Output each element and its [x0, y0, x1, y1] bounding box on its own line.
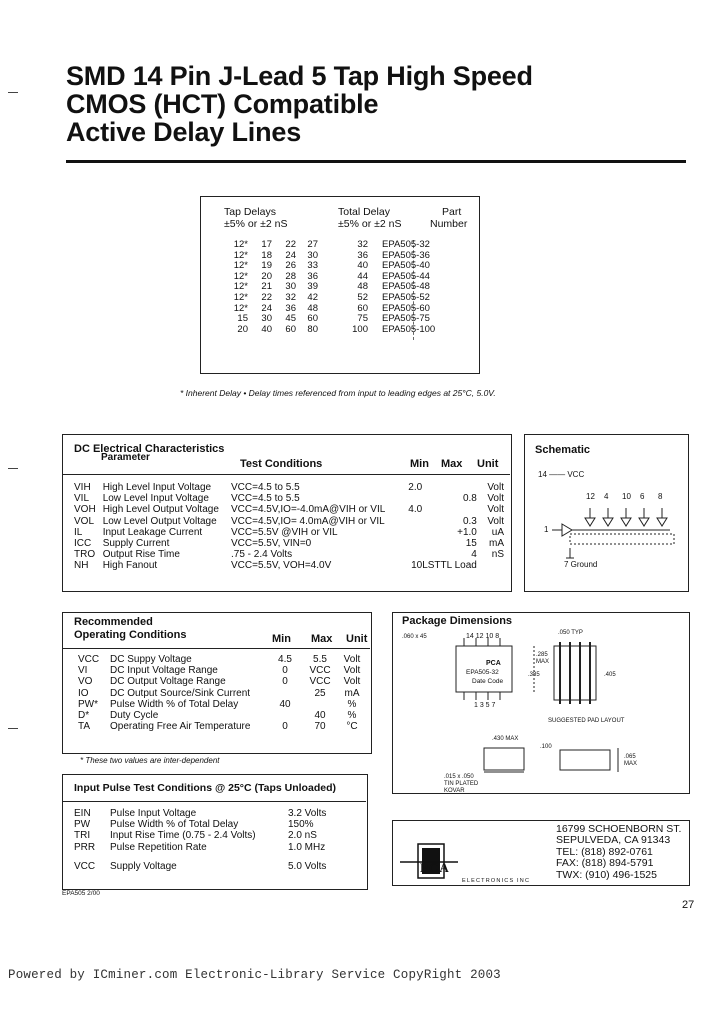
delay-cell-t3: 28	[285, 270, 296, 282]
roc-cell-sym: PW*	[78, 698, 98, 710]
delay-cell-t2: 19	[261, 260, 272, 272]
roc-cell-unit: mA	[344, 687, 360, 699]
delay-cell-total: 44	[357, 270, 368, 282]
dc-cell-max: LSTTL Load	[422, 560, 477, 572]
schematic-ground-label: 7 Ground	[564, 560, 598, 569]
dc-cell-min	[397, 527, 422, 538]
dc-cell-cond: VCC=5.5V, VIN=0	[231, 538, 312, 550]
dc-param-header: Parameter	[101, 452, 150, 463]
ipt-header-rule	[62, 801, 366, 802]
dc-cell-min	[397, 516, 422, 527]
delay-cell-t2: 21	[261, 281, 272, 293]
dc-cell-param: High Fanout	[102, 560, 158, 572]
bottom-pin-numbers: 1 3 5 7	[474, 702, 496, 709]
top-pin-numbers: 14 12 10 8	[466, 633, 500, 640]
roc-cell-max: 5.5	[313, 654, 327, 665]
dim-pitch: .050 TYP	[558, 630, 583, 636]
dc-cell-param: Low Level Input Voltage	[102, 493, 209, 505]
dc-cell-unit: uA	[491, 526, 504, 538]
roc-unit-header: Unit	[346, 633, 368, 645]
package-title: Package Dimensions	[402, 615, 513, 627]
schematic-pin: 6	[640, 492, 645, 501]
dc-cell-param: Input Leakage Current	[102, 526, 203, 538]
delay-cell-total: 100	[352, 323, 368, 335]
table-row	[74, 493, 504, 504]
table-row	[78, 665, 366, 676]
table-row	[74, 482, 504, 493]
delay-cell-t4: 39	[307, 281, 318, 293]
dc-cell-cond: .75 - 2.4 Volts	[231, 549, 293, 561]
ipt-cell-param: Supply Voltage	[110, 860, 177, 872]
delay-cell-t3: 22	[285, 239, 296, 250]
ipt-cell-val: 1.0 MHz	[288, 841, 326, 853]
dc-cell-cond: VCC=5.5V @VIH or VIL	[231, 526, 338, 538]
dc-cell-unit	[477, 560, 504, 571]
dim-pad: .015 x .050	[444, 774, 474, 780]
roc-cell-param: DC Input Voltage Range	[110, 665, 218, 677]
roc-footnote: * These two values are inter-dependent	[80, 756, 220, 765]
roc-cell-sym: D*	[78, 710, 90, 722]
delay-cell-part: EPA505-44	[382, 270, 430, 282]
dc-min-header: Min	[410, 458, 429, 470]
package-logo: PCA	[486, 660, 501, 667]
roc-cell-param: DC Suppy Voltage	[110, 654, 192, 665]
delay-cell-t3: 36	[285, 302, 296, 314]
delay-cell-t2: 20	[261, 270, 272, 282]
roc-cell-min: 0	[282, 665, 288, 677]
roc-table	[78, 654, 366, 732]
table-row	[74, 808, 362, 819]
roc-cell-sym: VCC	[78, 654, 100, 665]
delay-cell-part: EPA505-75	[382, 313, 430, 325]
total-delay-header: Total Delay ±5% or ±2 nS	[338, 206, 402, 230]
delay-cell-part: EPA505-48	[382, 281, 430, 293]
roc-cell-min: 40	[279, 698, 291, 710]
ipt-cell-param: Pulse Width % of Total Delay	[110, 819, 239, 831]
delay-cell-t2: 22	[261, 291, 272, 303]
roc-cell-sym: TA	[78, 721, 91, 733]
delay-cell-part: EPA505-100	[382, 323, 436, 335]
ipt-cell-sym: PW	[74, 819, 91, 831]
dim-405: .405	[604, 672, 616, 678]
table-row	[74, 538, 504, 549]
schematic-pin: 10	[622, 492, 631, 501]
ipt-cell-sym: TRI	[74, 830, 91, 842]
roc-cell-param: DC Output Voltage Range	[110, 676, 226, 688]
dim-height: .065 MAX	[624, 754, 638, 767]
delay-cell-total: 36	[357, 249, 368, 261]
dc-cell-cond: VCC=4.5 to 5.5	[231, 493, 300, 505]
title-line-1: SMD 14 Pin J-Lead 5 Tap High Speed	[66, 61, 533, 91]
delay-cell-total: 48	[357, 281, 368, 293]
dc-cell-max	[422, 504, 477, 515]
ipt-cell-val: 3.2 Volts	[288, 808, 327, 819]
delay-cell-t4: 27	[307, 239, 318, 250]
roc-cell-param: DC Output Source/Sink Current	[110, 687, 251, 699]
roc-cell-max: VCC	[309, 665, 331, 677]
roc-cell-sym: IO	[78, 687, 89, 699]
ipt-table	[74, 808, 362, 872]
schematic-pin: 12	[586, 492, 595, 501]
dc-table	[74, 482, 504, 572]
dc-cell-sym: IL	[74, 526, 83, 538]
delay-cell-part: EPA505-32	[382, 239, 430, 250]
company-fax: FAX: (818) 894-5791	[556, 857, 654, 870]
dc-cell-min	[397, 538, 422, 549]
pad-layout-label: SUGGESTED PAD LAYOUT	[548, 718, 625, 724]
dc-cell-min: 4.0	[408, 504, 423, 516]
roc-cell-max: 25	[314, 687, 326, 699]
roc-header-rule	[62, 648, 370, 649]
dim-length: .430 MAX	[492, 736, 519, 742]
table-row	[74, 819, 362, 830]
ipt-cell-sym: EIN	[74, 808, 91, 819]
table-row	[74, 853, 362, 872]
dc-cell-unit: Volt	[487, 504, 504, 516]
delay-cell-t4: 80	[307, 323, 318, 335]
schematic-vcc-label: 14 —— VCC	[538, 470, 585, 479]
table-row	[74, 516, 504, 527]
delay-cell-t1: 12*	[233, 260, 248, 272]
delay-cell-t1: 12*	[233, 291, 248, 303]
tin-plated-label: TIN PLATED KOVAR	[444, 781, 479, 794]
table-row	[78, 676, 366, 687]
delay-cell-total: 32	[357, 239, 368, 250]
roc-cell-param: Duty Cycle	[110, 710, 159, 722]
roc-cell-unit: Volt	[343, 676, 361, 688]
delay-cell-t3: 32	[285, 291, 296, 303]
dim-385: .385	[528, 672, 540, 678]
delay-footnote: * Inherent Delay • Delay times referenced from input to leading edges at 25°C, 5.0V.	[180, 388, 496, 398]
dc-cell-unit: Volt	[487, 493, 504, 505]
table-row	[74, 560, 504, 571]
roc-cell-unit: °C	[346, 721, 358, 733]
delay-cell-t4: 48	[307, 302, 318, 314]
roc-cell-unit: Volt	[343, 665, 361, 677]
company-address-2: SEPULVEDA, CA 91343	[556, 834, 671, 847]
dc-cell-sym: NH	[74, 560, 89, 572]
delay-cell-t4: 60	[307, 313, 318, 325]
title-line-3: Active Delay Lines	[66, 117, 302, 147]
dc-max-header: Max	[441, 458, 463, 470]
ipt-title: Input Pulse Test Conditions @ 25°C (Taps Unloaded)	[74, 782, 336, 794]
delay-cell-t1: 12*	[233, 302, 248, 314]
dc-cell-sym: VOH	[74, 504, 96, 516]
table-row	[78, 654, 366, 665]
table-row	[78, 710, 366, 721]
delay-cell-t2: 18	[261, 249, 272, 261]
dc-cell-unit: mA	[489, 538, 504, 550]
part-number-header: Part Number	[430, 206, 468, 230]
roc-cell-sym: VI	[78, 665, 88, 677]
table-row	[74, 504, 504, 515]
dc-cell-max: +1.0	[457, 526, 477, 538]
dc-cell-unit: nS	[491, 549, 504, 561]
delay-cell-t4: 33	[307, 260, 318, 272]
footer-copyright: Powered by ICminer.com Electronic-Library Service CopyRight 2003	[8, 968, 501, 982]
dc-cell-param: Supply Current	[102, 538, 170, 550]
delay-cell-t4: 42	[307, 291, 318, 303]
table-row	[78, 699, 366, 710]
dc-cell-sym: ICC	[74, 538, 92, 550]
title-rule	[66, 160, 686, 163]
delay-table	[222, 240, 454, 335]
tap-delays-header: Tap Delays ±5% or ±2 nS	[224, 206, 288, 230]
delay-cell-t3: 26	[285, 260, 296, 272]
delay-cell-total: 40	[357, 260, 368, 272]
delay-cell-t1: 12*	[233, 270, 248, 282]
dc-cell-param: High Level Output Voltage	[102, 504, 219, 516]
ipt-cell-val: 150%	[288, 819, 314, 831]
dc-cell-max: 4	[471, 549, 477, 561]
delay-cell-part: EPA505-40	[382, 260, 430, 272]
dc-cell-sym: VIH	[74, 482, 91, 493]
delay-cell-t4: 30	[307, 249, 318, 261]
schematic-title: Schematic	[535, 444, 591, 456]
roc-min-header: Min	[272, 633, 291, 645]
dim-width: .285 MAX	[536, 652, 550, 665]
dc-cell-cond: VCC=4.5V,IO=-4.0mA@VIH or VIL	[231, 504, 386, 516]
dc-title: DC Electrical Characteristics	[74, 443, 225, 455]
dc-cell-max: 15	[465, 538, 477, 550]
company-logo-text: PCA	[420, 860, 450, 875]
dc-cell-unit: Volt	[487, 482, 504, 493]
roc-cell-sym: VO	[78, 676, 93, 688]
dc-cell-unit: Volt	[487, 515, 504, 527]
delay-cell-t2: 17	[261, 239, 272, 250]
ipt-cell-val: 5.0 Volts	[288, 860, 327, 872]
dc-cell-param: Low Level Output Voltage	[102, 515, 217, 527]
dc-cell-max	[422, 482, 477, 493]
schematic-input-pin: 1	[544, 525, 549, 534]
company-tel: TEL: (818) 892-0761	[556, 845, 653, 858]
title-line-2: CMOS (HCT) Compatible	[66, 89, 379, 119]
roc-cell-max: VCC	[309, 676, 331, 688]
table-row	[74, 527, 504, 538]
dc-cell-sym: VIL	[74, 493, 90, 505]
delay-cell-t1: 12*	[233, 281, 248, 293]
delay-cell-t1: 15	[237, 313, 248, 325]
delay-cell-t3: 60	[285, 323, 296, 335]
table-row	[74, 549, 504, 560]
dc-unit-header: Unit	[477, 458, 499, 470]
delay-cell-t2: 24	[261, 302, 272, 314]
roc-cell-param: Operating Free Air Temperature	[110, 721, 251, 733]
roc-cell-unit: Volt	[343, 654, 361, 665]
dc-cell-max: 0.3	[462, 515, 477, 527]
roc-cell-max: 40	[314, 710, 326, 722]
margin-mark	[8, 468, 18, 469]
dc-cell-sym: VOL	[74, 515, 95, 527]
dc-cell-sym: TRO	[74, 549, 96, 561]
page-title	[66, 62, 533, 146]
package-date-code: Date Code	[472, 678, 504, 685]
margin-mark	[8, 92, 18, 93]
dc-cell-param: Output Rise Time	[102, 549, 180, 561]
table-row	[78, 721, 366, 732]
company-logo-sub: ELECTRONICS INC	[462, 878, 531, 884]
ipt-cell-param: Input Rise Time (0.75 - 2.4 Volts)	[110, 830, 256, 842]
roc-cell-unit: %	[347, 698, 357, 710]
dim-100: .100	[540, 744, 552, 750]
delay-cell-t4: 36	[307, 270, 318, 282]
roc-cell-min	[268, 710, 302, 721]
dc-cell-min	[397, 549, 422, 560]
delay-cell-t1: 12*	[233, 239, 248, 250]
dc-cell-param: High Level Input Voltage	[102, 482, 212, 493]
company-address-1: 16799 SCHOENBORN ST.	[556, 823, 682, 835]
roc-cell-min: 0	[282, 676, 288, 688]
dc-cell-min	[397, 493, 422, 504]
document-code: EPA505 2/00	[62, 890, 100, 897]
delay-cell-t1: 12*	[233, 249, 248, 261]
roc-cell-param: Pulse Width % of Total Delay	[110, 698, 239, 710]
delay-cell-t3: 24	[285, 249, 296, 261]
roc-max-header: Max	[311, 633, 333, 645]
margin-mark	[8, 728, 18, 729]
table-row	[222, 240, 454, 251]
table-row	[222, 325, 454, 336]
ipt-cell-param: Pulse Input Voltage	[110, 808, 197, 819]
table-row	[74, 842, 362, 853]
delay-cell-part: EPA505-60	[382, 302, 430, 314]
ipt-cell-param: Pulse Repetition Rate	[110, 841, 207, 853]
company-contact	[556, 824, 681, 881]
delay-cell-total: 52	[357, 291, 368, 303]
dc-cell-max: 0.8	[462, 493, 477, 505]
roc-cell-unit: %	[347, 710, 357, 722]
ipt-cell-sym: PRR	[74, 841, 96, 853]
delay-cell-part: EPA505-52	[382, 291, 430, 303]
table-row	[74, 830, 362, 841]
delay-cell-t3: 30	[285, 281, 296, 293]
ipt-cell-val: 2.0 nS	[288, 830, 317, 842]
delay-cell-part: EPA505-36	[382, 249, 430, 261]
roc-cell-max: 70	[314, 721, 326, 733]
delay-cell-t2: 30	[261, 313, 272, 325]
page-number: 27	[682, 899, 695, 911]
package-part-marking: EPA505-32	[466, 669, 499, 676]
delay-cell-t3: 45	[285, 313, 296, 325]
table-row	[222, 293, 454, 304]
roc-title-2: Operating Conditions	[74, 629, 187, 641]
schematic-pin: 4	[604, 492, 609, 501]
delay-cell-total: 75	[357, 313, 368, 325]
delay-cell-total: 60	[357, 302, 368, 314]
dc-cell-min: 10	[411, 560, 423, 572]
delay-cell-t2: 40	[261, 323, 272, 335]
dc-cell-cond: VCC=4.5V,IO= 4.0mA@VIH or VIL	[231, 515, 385, 527]
dim-chamfer: .060 x 45	[402, 634, 427, 640]
roc-title-1: Recommended	[74, 616, 153, 628]
dc-cell-min: 2.0	[408, 482, 423, 493]
table-row	[78, 688, 366, 699]
dc-cell-cond: VCC=4.5 to 5.5	[231, 482, 300, 493]
ipt-cell-sym: VCC	[74, 860, 96, 872]
dc-cell-cond: VCC=5.5V, VOH=4.0V	[231, 560, 332, 572]
roc-cell-min: 0	[282, 721, 288, 733]
company-twx: TWX: (910) 496-1525	[556, 868, 657, 881]
dc-cond-header: Test Conditions	[240, 458, 323, 470]
roc-cell-max	[302, 699, 338, 710]
dc-header-rule	[62, 474, 510, 475]
delay-cell-t1: 20	[237, 323, 248, 335]
roc-cell-min: 4.5	[278, 654, 292, 665]
schematic-pin: 8	[658, 492, 663, 501]
schematic-diagram	[530, 500, 680, 566]
roc-cell-min	[268, 688, 302, 699]
